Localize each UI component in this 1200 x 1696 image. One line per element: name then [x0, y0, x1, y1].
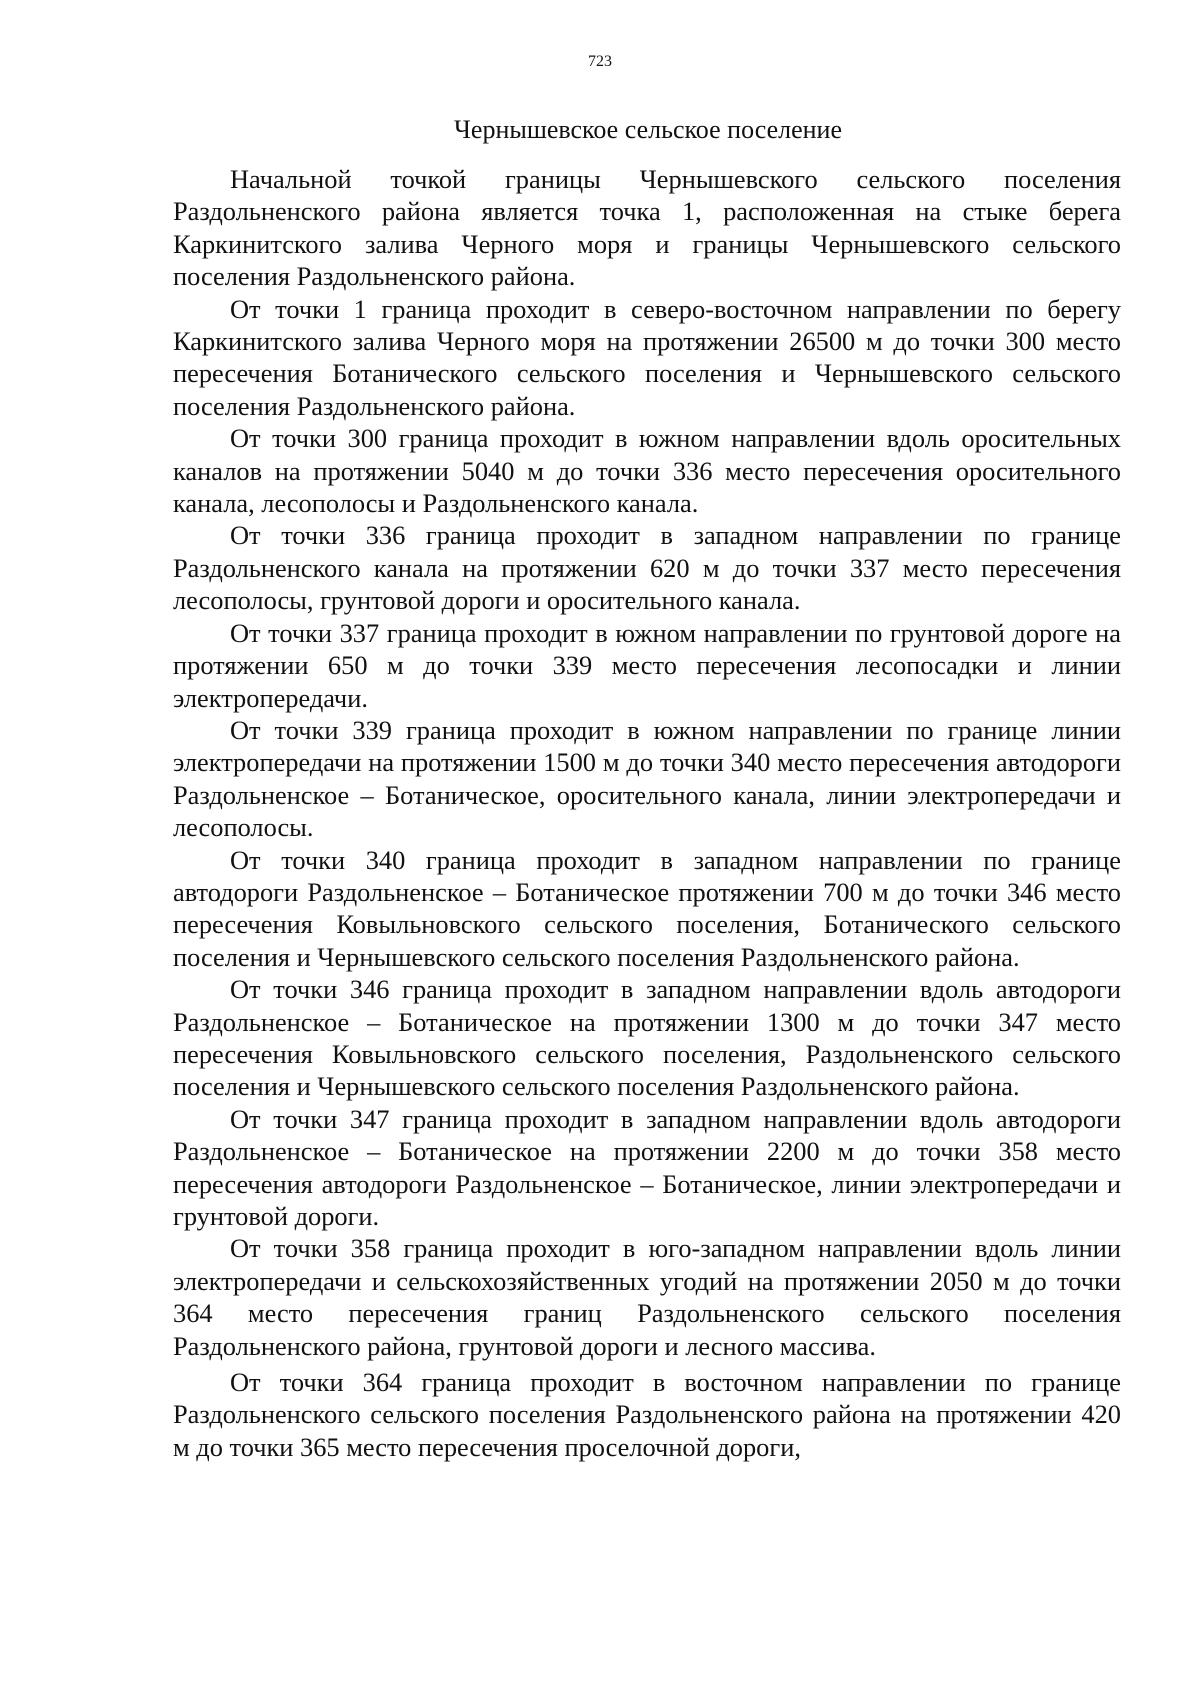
paragraph-1: Начальной точкой границы Чернышевского сельского поселения Раздольненского района является точка 1, расположенная на стыке берега Каркинитского залива Черного моря и границы Чернышевского сельского поселения Раздольненского района.: [173, 164, 1121, 292]
paragraph-11: От точки 364 граница проходит в восточном направлении по границе Раздольненского сельского поселения Раздольненского района на протяжении 420 м до точки 365 место пересечения проселочной дороги,: [173, 1367, 1121, 1462]
page-number: 723: [588, 53, 612, 70]
paragraph-7: От точки 340 граница проходит в западном направлении по границе автодороги Раздольненское – Ботаническое протяжении 700 м до точки 346 место пересечения Ковыльновского сельского поселения, Ботанического сельского поселения и Чернышевского сельского поселения Раздольненского района.: [173, 844, 1121, 972]
paragraph-4: От точки 336 граница проходит в западном направлении по границе Раздольненского канала на протяжении 620 м до точки 337 место пересечения лесополосы, грунтовой дороги и оросительного канала.: [173, 520, 1121, 616]
paragraph-9: От точки 347 граница проходит в западном направлении вдоль автодороги Раздольненское – Ботаническое на протяжении 2200 м до точки 358 место пересечения автодороги Раздольненское – Ботаническое, линии электропередачи и грунтовой дороги.: [173, 1103, 1121, 1231]
paragraph-10: От точки 358 граница проходит в юго-западном направлении вдоль линии электропередачи и сельскохозяйственных угодий на протяжении 2050 м до точки 364 место пересечения границ Раздольненского сельского поселения Раздольненского района, грунтовой дороги и лесного массива.: [173, 1233, 1121, 1361]
document-body: [173, 163, 1121, 1463]
paragraph-2: От точки 1 граница проходит в северо-восточном направлении по берегу Каркинитского залива Черного моря на протяжении 26500 м до точки 300 место пересечения Ботанического сельского поселения и Чернышевского сельского поселения Раздольненского района.: [173, 293, 1121, 421]
paragraph-6: От точки 339 граница проходит в южном направлении по границе линии электропередачи на протяжении 1500 м до точки 340 место пересечения автодороги Раздольненское – Ботаническое, оросительного канала, линии электропередачи и лесополосы.: [173, 714, 1121, 843]
paragraph-3: От точки 300 граница проходит в южном направлении вдоль оросительных каналов на протяжении 5040 м до точки 336 место пересечения оросительного канала, лесополосы и Раздольненского канала.: [173, 423, 1121, 519]
paragraph-8: От точки 346 граница проходит в западном направлении вдоль автодороги Раздольненское – Ботаническое на протяжении 1300 м до точки 347 место пересечения Ковыльновского сельского поселения, Раздольненского сельского поселения и Чернышевского сельского поселения Раздольненского района.: [173, 974, 1121, 1102]
paragraph-5: От точки 337 граница проходит в южном направлении по грунтовой дороге на протяжении 650 м до точки 339 место пересечения лесопосадки и линии электропередачи.: [173, 617, 1121, 713]
section-title: Чернышевское сельское поселение: [454, 115, 842, 144]
